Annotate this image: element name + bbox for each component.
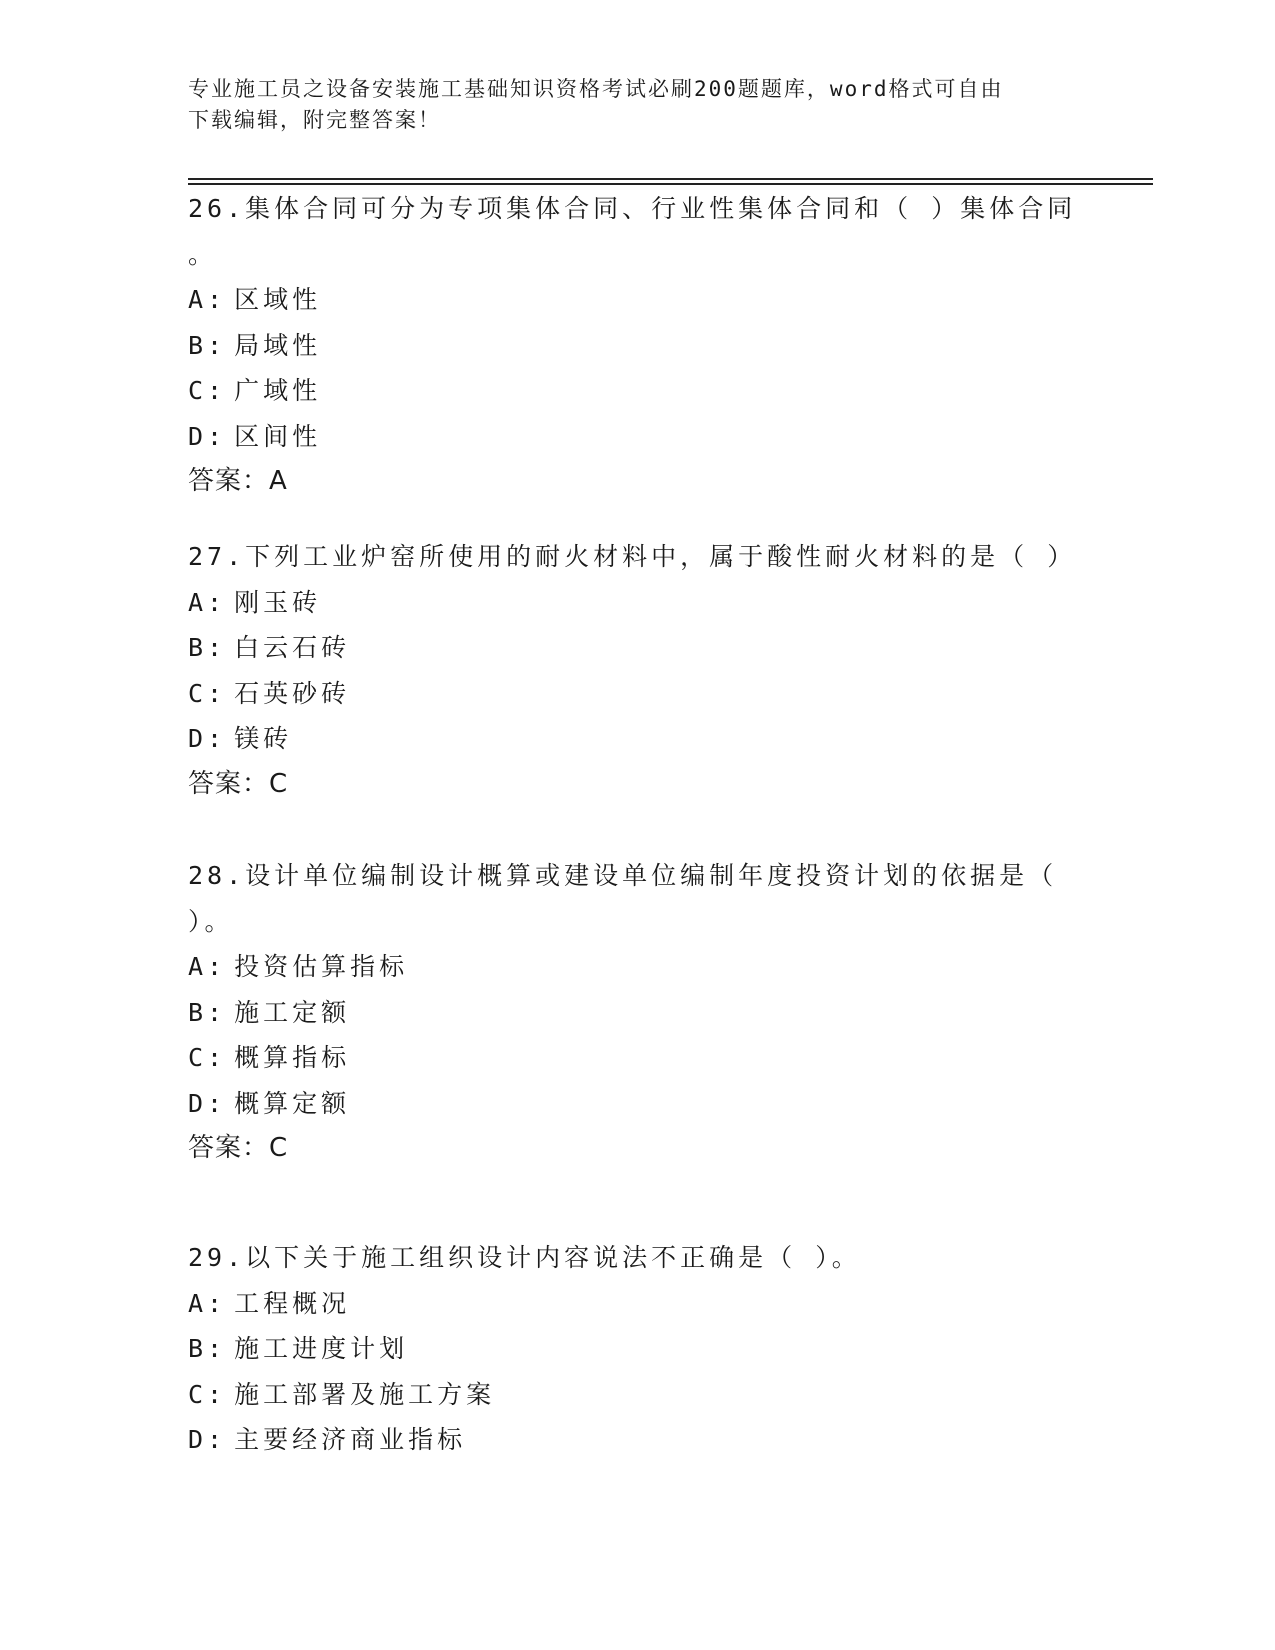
option-letter: D:: [188, 1088, 227, 1118]
header-divider-top: [188, 178, 1153, 180]
question-stem-continued: ）。: [188, 906, 234, 936]
question-27: [188, 534, 1077, 807]
option-text: 区域性: [234, 285, 322, 314]
answer-line: 答案：A: [188, 466, 288, 496]
header-divider-bottom: [188, 183, 1153, 185]
option-letter: A:: [188, 587, 227, 617]
option-b: [188, 625, 1068, 671]
option-text: 广域性: [234, 376, 322, 405]
option-text: 石英砂砖: [234, 678, 351, 708]
option-c: [188, 671, 1068, 717]
header-line-1: 专业施工员之设备安装施工基础知识资格考试必刷200题题库，word格式可自由: [188, 77, 1004, 101]
option-letter: C:: [188, 1043, 227, 1072]
option-letter: D:: [188, 1425, 227, 1454]
question-stem-continued: 。: [188, 239, 218, 269]
question-stem: 27.下列工业炉窑所使用的耐火材料中，属于酸性耐火材料的是（ ）: [188, 542, 1077, 571]
option-c: [188, 1035, 1068, 1081]
question-stem: 26.集体合同可分为专项集体合同、行业性集体合同和（ ）集体合同: [188, 194, 1077, 223]
option-b: [188, 990, 1068, 1036]
option-a: [188, 1281, 1068, 1327]
option-text: 区间性: [234, 421, 322, 451]
header-line-2: 下载编辑，附完整答案！: [188, 108, 441, 132]
option-text: 镁砖: [234, 724, 293, 753]
option-letter: A:: [188, 952, 227, 981]
option-b: [188, 323, 1068, 369]
option-text: 施工定额: [234, 997, 351, 1027]
option-text: 投资估算指标: [234, 952, 409, 981]
option-a: [188, 277, 1068, 323]
option-d: [188, 1417, 1068, 1463]
option-letter: B:: [188, 1334, 227, 1363]
option-text: 概算定额: [234, 1088, 351, 1118]
question-stem: 29.以下关于施工组织设计内容说法不正确是（ ）。: [188, 1243, 861, 1272]
option-text: 施工部署及施工方案: [234, 1379, 496, 1409]
option-text: 工程概况: [234, 1288, 351, 1318]
option-text: 局域性: [234, 330, 322, 360]
option-letter: B:: [188, 330, 227, 360]
option-d: [188, 1081, 1068, 1127]
option-text: 白云石砖: [234, 633, 351, 662]
answer-line: 答案：C: [188, 768, 289, 799]
option-letter: A:: [188, 1288, 227, 1318]
option-letter: D:: [188, 724, 227, 753]
question-stem: 28.设计单位编制设计概算或建设单位编制年度投资计划的依据是（: [188, 861, 1058, 890]
option-text: 概算指标: [234, 1043, 351, 1072]
option-text: 主要经济商业指标: [234, 1425, 467, 1454]
option-letter: B:: [188, 997, 227, 1027]
option-letter: A:: [188, 285, 227, 314]
option-d: [188, 716, 1068, 762]
option-letter: C:: [188, 1379, 227, 1409]
option-letter: D:: [188, 421, 227, 451]
option-d: [188, 414, 1068, 460]
answer-line: 答案：C: [188, 1133, 289, 1163]
option-letter: C:: [188, 376, 227, 405]
option-letter: B:: [188, 633, 227, 662]
option-c: [188, 368, 1068, 414]
question-29: [188, 1235, 1068, 1463]
option-a: [188, 944, 1068, 990]
option-text: 施工进度计划: [234, 1334, 409, 1363]
option-c: [188, 1372, 1068, 1418]
document-header: [188, 74, 1088, 136]
option-b: [188, 1326, 1068, 1372]
question-28: [188, 853, 1068, 1171]
option-text: 刚玉砖: [234, 587, 322, 617]
option-a: [188, 580, 1068, 626]
question-26: [188, 186, 1077, 504]
option-letter: C:: [188, 678, 227, 708]
